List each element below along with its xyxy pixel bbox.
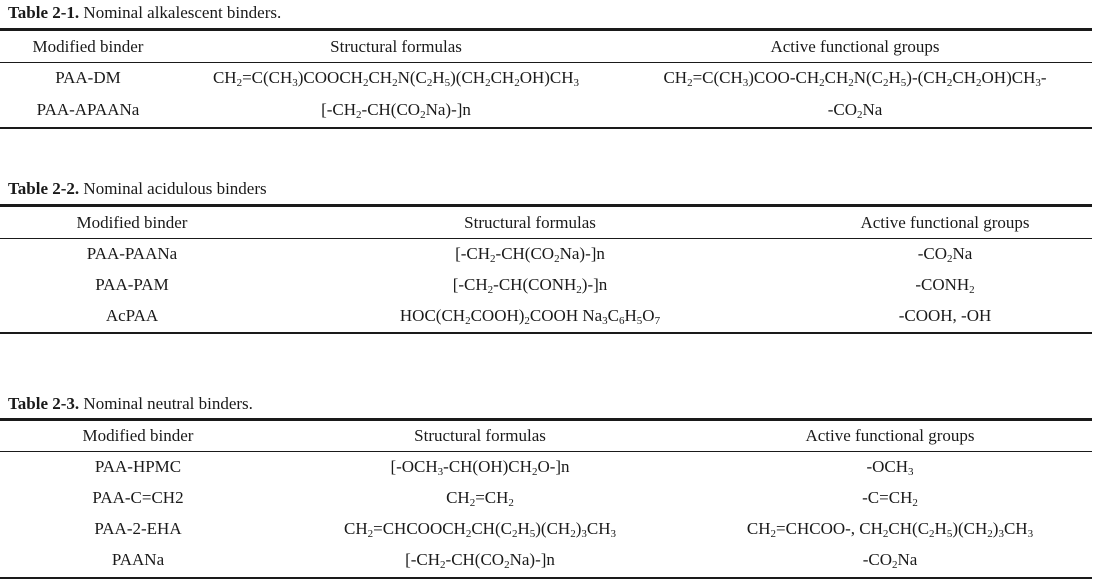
- cell-formula: $[-CH_2-CH(CO_2Na)-]n$: [321, 100, 471, 121]
- cell-binder: PAA-DM: [55, 68, 121, 87]
- cell-groups: $CH_2=C(CH_3)COO-CH_2CH_2N(C_2H_5)-(CH_2CH_2OH)CH_3-$: [663, 68, 1047, 89]
- header-structural-formulas: Structural formulas: [414, 426, 546, 445]
- header-active-groups: Active functional groups: [770, 37, 940, 56]
- cell-binder: PAA-2-EHA: [94, 519, 182, 538]
- bottom-rule: [0, 332, 1092, 334]
- caption-text: Nominal neutral binders.: [83, 394, 253, 413]
- cell-binder: AcPAA: [105, 306, 159, 325]
- cell-binder: PAA-PAANa: [86, 244, 178, 263]
- table-row: [0, 96, 1100, 124]
- table-row: [0, 546, 1100, 574]
- header-structural-formulas: Structural formulas: [330, 37, 462, 56]
- table-row: [0, 484, 1100, 512]
- cell-formula: $CH_2=CH_2$: [446, 488, 514, 509]
- cell-formula: $CH_2=C(CH_3)COOCH_2CH_2N(C_2H_5)(CH_2CH_2OH)CH_3$: [212, 68, 580, 89]
- cell-groups: $-CO_2Na$: [827, 100, 883, 121]
- caption-number: Table 2-2.: [8, 179, 80, 198]
- cell-formula: $[-CH_2-CH(CO_2Na)-]n$: [455, 244, 605, 265]
- table-caption: [8, 394, 253, 414]
- table-caption: [8, 3, 281, 23]
- header-structural-formulas: Structural formulas: [464, 213, 596, 232]
- cell-binder: PAANa: [111, 550, 165, 569]
- header-row: [0, 422, 1100, 450]
- cell-groups: $-OCH_3$: [866, 457, 914, 478]
- top-rule: [0, 418, 1092, 421]
- header-modified-binder: Modified binder: [32, 37, 144, 56]
- cell-groups: $-CO_2Na$: [862, 550, 918, 571]
- table-row: [0, 453, 1100, 481]
- caption-number: Table 2-3.: [8, 394, 80, 413]
- cell-binder: PAA-PAM: [95, 275, 169, 294]
- caption-number: Table 2-1.: [8, 3, 80, 22]
- top-rule: [0, 28, 1092, 31]
- cell-groups: $-C=CH_2$: [862, 488, 918, 509]
- cell-groups: -COOH, -OH: [898, 306, 992, 325]
- table-row: [0, 240, 1100, 268]
- cell-groups: $-CONH_2$: [915, 275, 975, 296]
- bottom-rule: [0, 127, 1092, 129]
- table-row: [0, 302, 1100, 330]
- cell-binder: PAA-HPMC: [94, 457, 182, 476]
- table-row: [0, 271, 1100, 299]
- cell-formula: $[-OCH_3-CH(OH)CH_2O-]n$: [390, 457, 570, 478]
- header-active-groups: Active functional groups: [805, 426, 975, 445]
- header-row: [0, 209, 1100, 237]
- cell-formula: $[-CH_2-CH(CONH_2)-]n$: [452, 275, 608, 296]
- header-rule: [0, 62, 1092, 63]
- caption-text: Nominal alkalescent binders.: [83, 3, 282, 22]
- header-active-groups: Active functional groups: [860, 213, 1030, 232]
- cell-formula: $[-CH_2-CH(CO_2Na)-]n$: [405, 550, 555, 571]
- table-row: [0, 515, 1100, 543]
- cell-groups: $-CO_2Na$: [917, 244, 973, 265]
- header-rule: [0, 238, 1092, 239]
- table-caption: [8, 179, 267, 199]
- header-row: [0, 33, 1100, 61]
- cell-groups: $CH_2=CHCOO-$, $CH_2CH(C_2H_5)(CH_2)_3CH_3$: [746, 519, 1034, 540]
- cell-binder: PAA-C=CH2: [92, 488, 184, 507]
- top-rule: [0, 204, 1092, 207]
- cell-binder: PAA-APAANa: [36, 100, 140, 119]
- header-modified-binder: Modified binder: [82, 426, 194, 445]
- header-rule: [0, 451, 1092, 452]
- header-modified-binder: Modified binder: [76, 213, 188, 232]
- cell-formula: $HOC(CH_2COOH)_2COOH$ $Na_3C_6H_5O_7$: [399, 306, 661, 327]
- cell-formula: $CH_2=CHCOOCH_2CH(C_2H_5)(CH_2)_3CH_3$: [344, 519, 616, 540]
- caption-text: Nominal acidulous binders: [83, 179, 267, 198]
- table-row: [0, 64, 1100, 92]
- bottom-rule: [0, 577, 1092, 579]
